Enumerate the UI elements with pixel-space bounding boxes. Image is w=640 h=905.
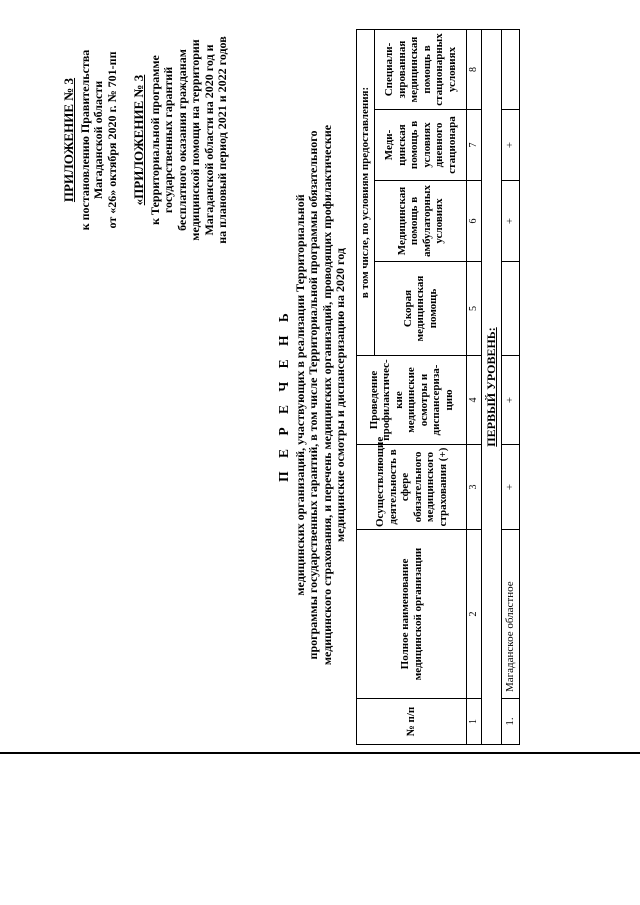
perechen-title: П Е Р Е Ч Е Н Ь bbox=[276, 308, 291, 482]
appendix-line: Магаданской области на 2020 год и bbox=[201, 44, 216, 236]
column-number: 8 bbox=[467, 29, 482, 109]
group-header: в том числе, по условиям предоставления: bbox=[357, 29, 375, 355]
col-no-header: № п/п bbox=[357, 699, 467, 745]
column-number: 7 bbox=[467, 110, 482, 181]
perechen-line: медицинского страхования, и перечень медицинских организаций, проводящих профилактические bbox=[319, 124, 334, 666]
perechen-line: медицинские осмотры и диспансеризацию на 2020 год bbox=[332, 248, 347, 542]
level-heading: ПЕРВЫЙ УРОВЕНЬ: bbox=[482, 29, 502, 744]
column-number: 6 bbox=[467, 181, 482, 262]
rotated-page bbox=[62, 10, 527, 745]
col-day-hospital-header: Меди-цинская помощь в условиях дневного стационара bbox=[375, 110, 467, 181]
organizations-table bbox=[356, 29, 520, 745]
col-emergency-header: Скорая медицинская помощь bbox=[375, 262, 467, 356]
cell-specialized bbox=[502, 29, 520, 109]
perechen-line: программы государственных гарантий, в том числе Территориальной программы обязательного bbox=[306, 130, 321, 660]
appendix-line: к Территориальной программе bbox=[147, 55, 162, 225]
column-number: 1 bbox=[467, 699, 482, 745]
appendix-title: ПРИЛОЖЕНИЕ № 3 bbox=[61, 77, 76, 203]
col-name-header: Полное наименование медицинской организации bbox=[357, 530, 467, 699]
column-number: 2 bbox=[467, 530, 482, 699]
cell-oms: + bbox=[502, 445, 520, 530]
appendix-line: к постановлению Правительства bbox=[77, 49, 92, 231]
appendix-line: Магаданской области bbox=[91, 80, 105, 200]
cell-emergency bbox=[502, 262, 520, 356]
column-number: 5 bbox=[467, 262, 482, 356]
column-number: 4 bbox=[467, 356, 482, 445]
organization-name: Магаданское областное bbox=[502, 530, 520, 699]
perechen-block bbox=[276, 45, 347, 745]
appendix-title-2: «ПРИЛОЖЕНИЕ № 3 bbox=[131, 74, 146, 206]
page-divider bbox=[0, 752, 640, 754]
cell-prof: + bbox=[502, 356, 520, 445]
col-ambulatory-header: Медицинская помощь в амбулаторных условиях bbox=[375, 181, 467, 262]
perechen-line: медицинских организаций, участвующих в реализации Территориальной bbox=[293, 194, 307, 596]
column-number: 3 bbox=[467, 445, 482, 530]
appendix-header bbox=[62, 10, 230, 270]
appendix-line: медицинской помощи на территории bbox=[188, 39, 202, 241]
row-number: 1. bbox=[502, 699, 520, 745]
col-prof-header: Проведение профилактичес-кие медицинские осмотры и диспансериза-цию bbox=[357, 356, 467, 445]
appendix-line: государственных гарантий bbox=[161, 66, 175, 214]
appendix-line: на плановый период 2021 и 2022 годов bbox=[215, 36, 229, 244]
cell-ambulatory: + bbox=[502, 181, 520, 262]
col-specialized-header: Специали-зированная медицинская помощь в стационарных условиях bbox=[375, 29, 467, 109]
appendix-line: бесплатного оказания гражданам bbox=[174, 49, 189, 231]
cell-day-hospital: + bbox=[502, 110, 520, 181]
appendix-line: от «26» октября 2020 г. № 701-пп bbox=[104, 51, 119, 229]
col-oms-header: Осуществляющие деятельность в сфере обязательного медицинского страхования (+) bbox=[357, 445, 467, 530]
